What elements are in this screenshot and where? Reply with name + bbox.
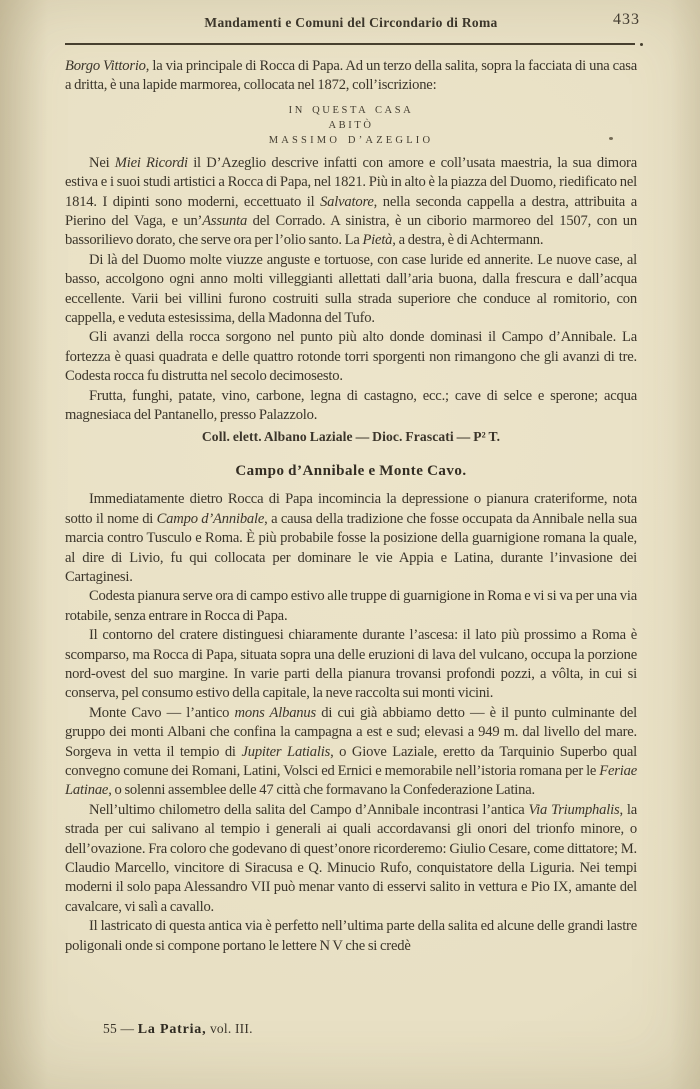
- paragraph: [65, 490, 637, 587]
- page-body: [65, 57, 637, 956]
- italic-text-run: Campo d’Annibale: [156, 510, 265, 527]
- paragraph: [65, 154, 637, 251]
- section-heading: [65, 462, 637, 481]
- paragraph: [65, 704, 637, 801]
- text-run: Il lastricato di questa antica via è perfetto nell’ultima parte della salita ed alcune delle grandi lastre poligonali onde si compone portano le lettere N V che si credè: [65, 918, 637, 954]
- series-title: La Patria,: [137, 1022, 207, 1037]
- italic-text-run: Salvatore: [320, 193, 374, 210]
- running-header: [65, 14, 637, 32]
- centered-line: [65, 427, 637, 446]
- italic-text-run: Assunta: [202, 213, 248, 230]
- inscription-line: ABITÒ: [328, 119, 374, 131]
- italic-text-run: Pietà: [362, 232, 393, 249]
- text-run: Gli avanzi della rocca sorgono nel punto più alto donde dominasi il Campo d’Annibale. La fortezza è quasi quadrata e delle quattro rotonde torri sporgenti non rimangono che gli avanzi di tre. Codesta rocca fu distrutta nel secolo decimosesto.: [65, 329, 637, 385]
- italic-text-run: Via Triumphalis: [528, 801, 620, 818]
- text-run: , nella seconda cappella a destra, attribuita a Pierino del Vaga, e un’: [65, 193, 637, 230]
- text-run: Frutta, funghi, patate, vino, carbone, legna di castagno, ecc.; cave di selce e sperone; acqua magnesiaca del Pantanello, presso Palazzolo.: [65, 387, 637, 424]
- italic-text-run: Jupiter Latialis: [241, 743, 331, 760]
- paragraph: [65, 801, 637, 917]
- text-run: Il contorno del cratere distinguesi chiaramente durante l’ascesa: il lato più prossimo a Roma è scomparso, ma Rocca di Papa, situata sopra una delle eruzioni di lava del vulcano, occupa la porzione nord-ovest del suo margine. In varie parti della pianura trovansi profondi pozzi, a vôlta, in cui si conserva, pel consumo estivo della capitale, la neve raccolta sui monti vicini.: [65, 627, 637, 702]
- paragraph: [65, 917, 637, 956]
- paragraph: [65, 387, 637, 426]
- paragraph: [65, 626, 637, 704]
- inscription-line: IN QUESTA CASA: [288, 104, 414, 116]
- text-run: Codesta pianura serve ora di campo estivo alle truppe di guarnigione in Roma e vi si va per una via rotabile, senza entrare in Rocca di Papa.: [65, 588, 637, 624]
- text-run: , a destra, è di Achtermann.: [392, 232, 544, 249]
- text-run: del Corrado. A sinistra, è un ciborio marmoreo del 1507, con un bassorilievo dorato, che serve ora per l’olio santo. La: [65, 213, 637, 249]
- paragraph: [65, 57, 637, 96]
- text-run: Nell’ultimo chilometro della salita del Campo d’Annibale incontrasi l’antica: [89, 801, 529, 818]
- text-run: Coll. elett. Albano Laziale — Dioc. Frascati — P² T.: [201, 428, 501, 444]
- text-run: il D’Azeglio descrive infatti con amore e coll’usata maestria, la sua dimora estiva e i suoi studi artistici a Rocca di Papa, nel 1821. Più in alto è la piazza del Duomo, riedificato nel 1814. I dipinti sono moderni, eccettuato il: [65, 154, 637, 210]
- page-footer: [103, 1021, 253, 1038]
- text-run: , la via principale di Rocca di Papa. Ad un terzo della salita, sopra la facciata di una casa a dritta, è una lapide marmorea, collocata nel 1872, coll’iscrizione:: [65, 58, 637, 94]
- italic-text-run: mons Albanus: [234, 704, 316, 721]
- header-rule: [65, 43, 635, 45]
- text-run: Campo d’Annibale e Monte Cavo.: [235, 462, 467, 479]
- text-run: , a causa della tradizione che fosse occupata da Annibale nella sua marcia contro Tusculo e Roma. È più probabile fosse la posizione della guarnigione romana la quale, al dire di Livio, fu qui collocata per dominare le vie Appia e Latina, durante l’invasione dei Cartaginesi.: [65, 510, 637, 585]
- text-run: Monte Cavo — l’antico: [89, 704, 235, 721]
- italic-text-run: Feriae Latinae: [65, 763, 637, 799]
- text-run: , o Giove Laziale, eretto da Tarquinio Superbo qual convegno comune dei Romani, Latini, Volsci ed Ernici e memorabile nell’istoria romana per le: [65, 743, 637, 779]
- paragraph: [65, 328, 637, 386]
- inscription: [65, 103, 637, 148]
- italic-text-run: Miei Ricordi: [114, 154, 188, 171]
- text-run: di cui già abbiamo detto — è il punto culminante del gruppo dei monti Albani che confina la campagna a est e sud; elevasi a 949 m. dal livello del mare. Sorgeva in vetta il tempio di: [65, 704, 637, 760]
- page-number: 433: [613, 11, 640, 28]
- rule-end-dot: [640, 43, 643, 46]
- paragraph: [65, 587, 637, 626]
- text-run: , o solenni assemblee delle 47 città che formavano la Confederazione Latina.: [108, 782, 535, 799]
- paragraph: [65, 251, 637, 329]
- signature-number: 55 —: [103, 1021, 138, 1036]
- text-run: Nei: [89, 154, 115, 171]
- italic-text-run: Borgo Vittorio: [65, 58, 146, 74]
- header-title: Mandamenti e Comuni del Circondario di Roma: [204, 15, 498, 30]
- inscription-line: MASSIMO D’AZEGLIO: [268, 134, 434, 146]
- text-run: Immediatamente dietro Rocca di Papa incomincia la depressione o pianura crateriforme, nota sotto il nome di: [65, 491, 637, 527]
- text-run: , la strada per cui salivano al tempio i generali ai quali accordavansi gli onori del trionfo minore, o dell’ovazione. Fra coloro che godevano di quest’onore ricorderemo: Giulio Cesare, come dittatore; M. Claudio Marcello, vincitore di Siracusa e Q. Minucio Rufo, conquistatore della Liguria. Nei tempi moderni il solo papa Alessandro VII può menar vanto di esservi salito in vettura e Pio IX, amante del cavalcare, vi salì a cavallo.: [65, 801, 638, 915]
- text-run: Di là del Duomo molte viuzze anguste e tortuose, con case luride ed annerite. Le nuove case, al basso, accolgono ogni anno molti villeggianti allettati dall’aria buona, dalla frescura e dall’acqua eccellente. Varii bei villini furono costruiti sulla strada superiore che conduce al romitorio, con cappella, e veduta estesissima, della Madonna del Tufo.: [65, 251, 637, 327]
- volume-label: vol. III.: [206, 1021, 253, 1036]
